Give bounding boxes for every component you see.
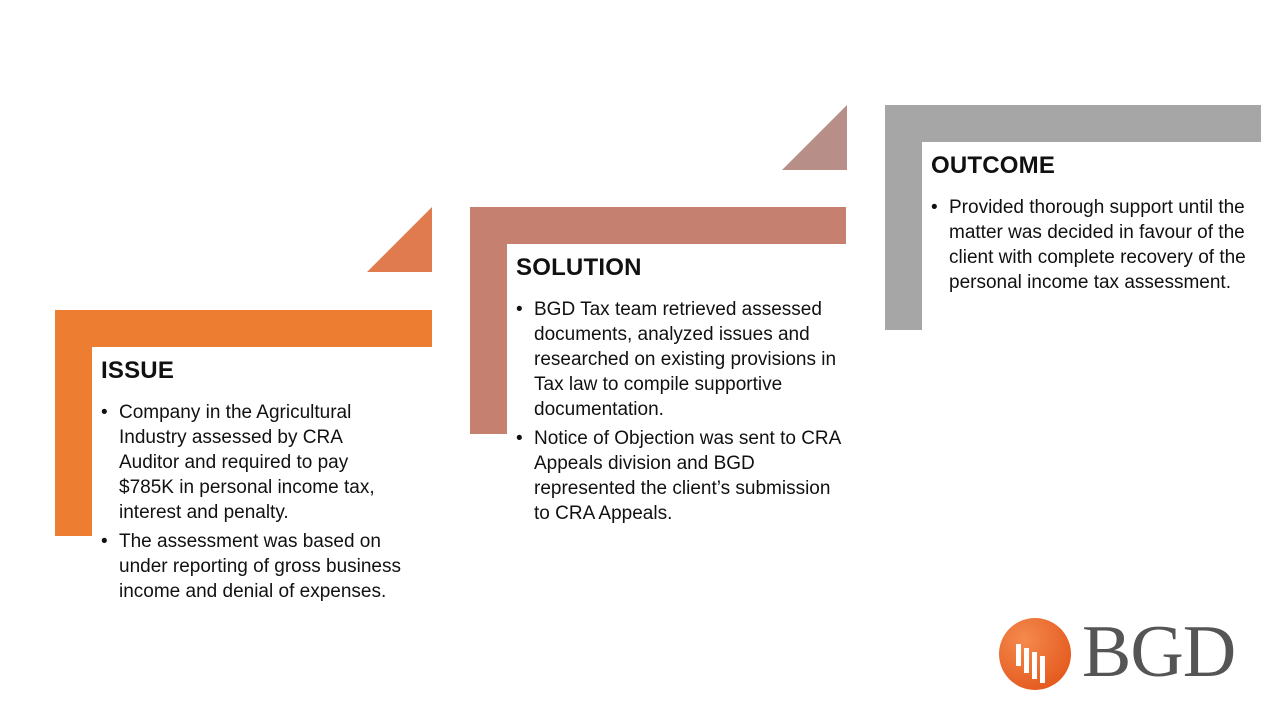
outcome-left-bar	[885, 142, 922, 330]
solution-bullet: • Notice of Objection was sent to CRA Appeals division and BGD represented the client’s submission to CRA Appeals.	[516, 426, 841, 526]
issue-bullet-list	[101, 400, 406, 608]
issue-arrow-triangle	[367, 207, 432, 272]
outcome-bullet-list	[931, 195, 1261, 299]
solution-bullet: • BGD Tax team retrieved assessed documents, analyzed issues and researched on existing provisions in Tax law to compile supportive documentation.	[516, 297, 841, 422]
issue-bullet: • Company in the Agricultural Industry assessed by CRA Auditor and required to pay $785K in personal income tax, interest and penalty.	[101, 400, 406, 525]
issue-top-bar	[55, 310, 432, 347]
outcome-bullet: • Provided thorough support until the matter was decided in favour of the client with complete recovery of the personal income tax assessment.	[931, 195, 1261, 295]
solution-arrow-triangle	[782, 105, 847, 170]
bgd-logo-text: BGD	[1082, 611, 1236, 693]
solution-bullet-list	[516, 297, 841, 530]
bgd-bars-icon	[998, 617, 1072, 691]
solution-heading: SOLUTION	[516, 254, 642, 281]
issue-heading: ISSUE	[101, 357, 175, 384]
outcome-heading: OUTCOME	[931, 152, 1056, 179]
solution-top-bar	[470, 207, 846, 244]
outcome-top-bar	[885, 105, 1261, 142]
bgd-logo	[998, 611, 1238, 693]
issue-bullet: • The assessment was based on under reporting of gross business income and denial of expenses.	[101, 529, 406, 604]
solution-left-bar	[470, 244, 507, 434]
issue-left-bar	[55, 347, 92, 536]
